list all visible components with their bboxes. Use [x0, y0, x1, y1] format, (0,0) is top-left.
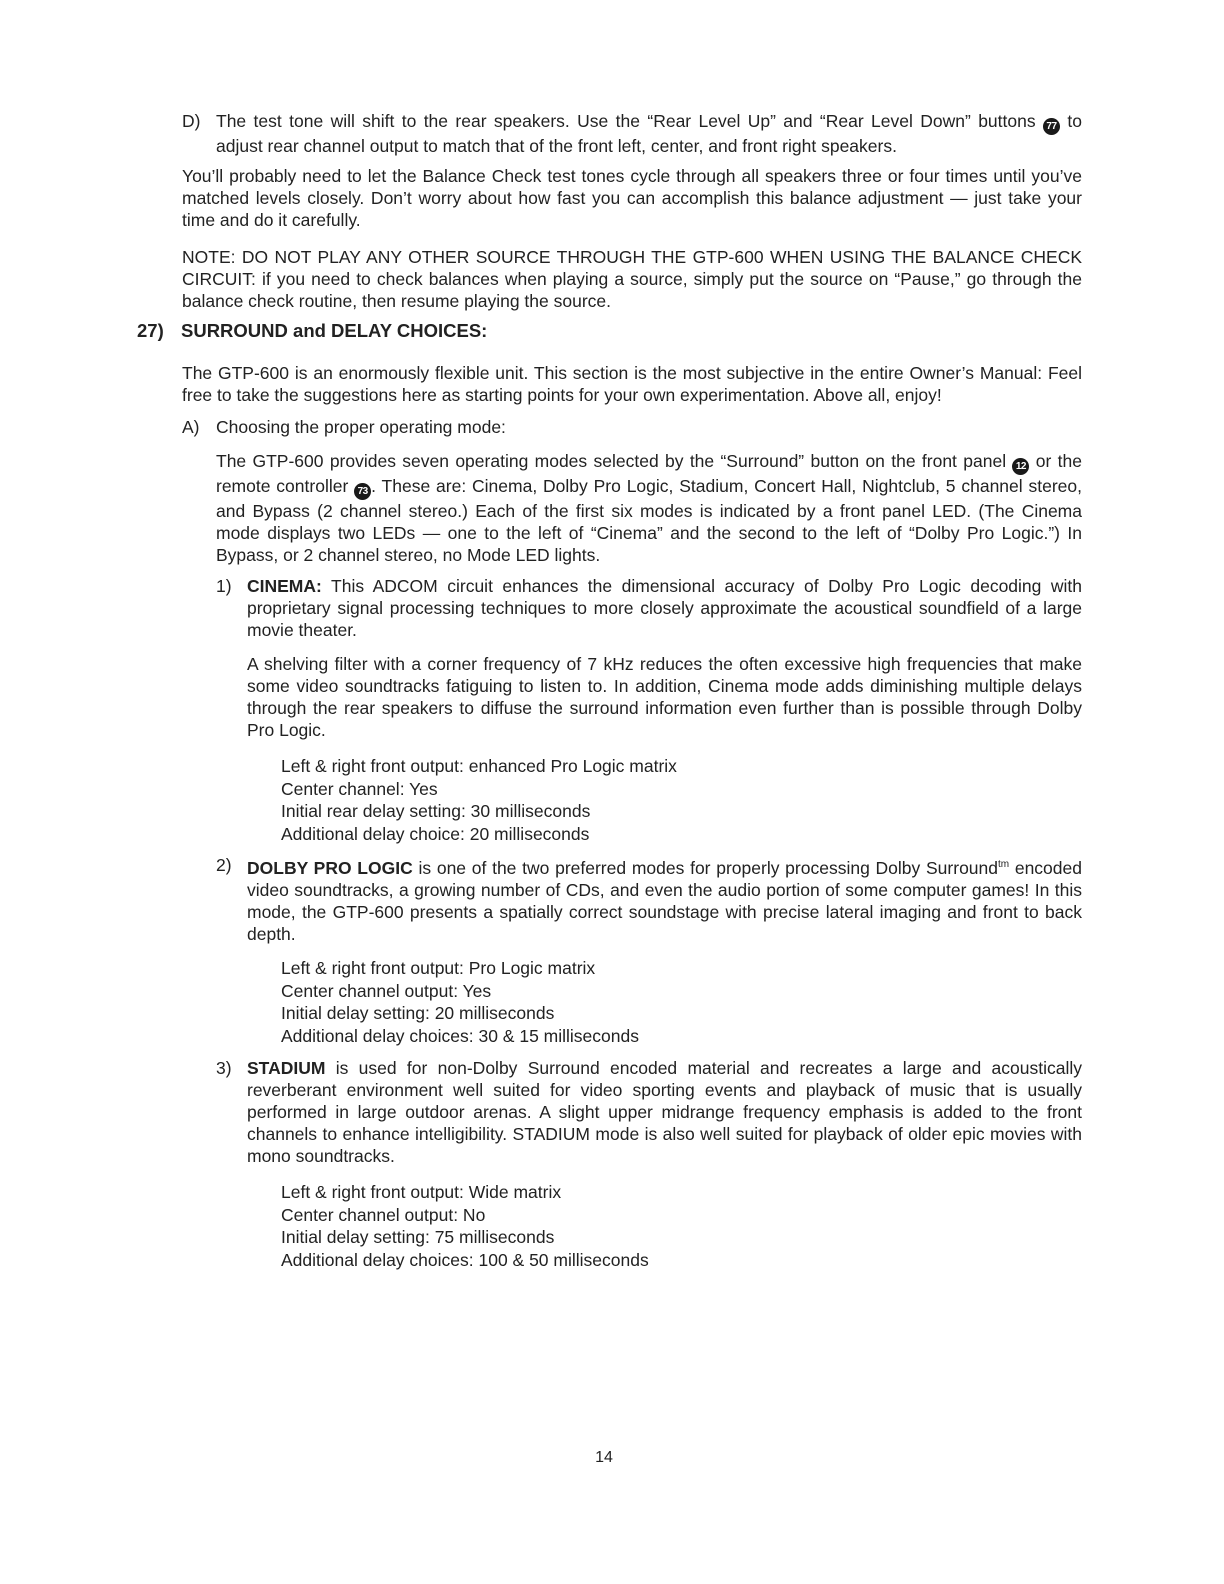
spec-line: Initial delay setting: 75 milliseconds	[281, 1227, 555, 1247]
spec-line: Left & right front output: enhanced Pro Logic matrix	[281, 756, 677, 776]
spec-line: Initial rear delay setting: 30 milliseconds	[281, 801, 591, 821]
step-a-text: Choosing the proper operating mode:	[216, 417, 506, 437]
balance-paragraph: You’ll probably need to let the Balance Check test tones cycle through all speakers three or four times until you’ve matched levels closely. Don’t worry about how fast you can accomplish this balance adjustment — just take your time and do it carefully.	[182, 166, 1082, 230]
spec-line: Left & right front output: Pro Logic matrix	[281, 958, 596, 978]
stadium-label: 3)	[216, 1058, 232, 1078]
prologic-specs	[281, 957, 639, 1047]
trademark-mark: tm	[998, 859, 1010, 870]
section-number: 27)	[137, 320, 164, 341]
stadium-name: STADIUM	[247, 1058, 326, 1078]
spec-line: Initial delay setting: 20 milliseconds	[281, 1003, 555, 1023]
spec-line: Center channel output: No	[281, 1204, 486, 1225]
prologic-name: DOLBY PRO LOGIC	[247, 857, 413, 878]
spec-line: Center channel output: Yes	[281, 980, 492, 1001]
reference-number-icon: 77	[1043, 118, 1060, 135]
step-d-label: D)	[182, 111, 201, 131]
page-number: 14	[595, 1449, 613, 1466]
spec-line: Additional delay choices: 100 & 50 milliseconds	[281, 1249, 649, 1270]
stadium-text: STADIUM is used for non-Dolby Surround encoded material and recreates a large and acoustically reverberant environment well suited for video sporting events and playback of music that is usually performed in large outdoor arenas. A slight upper midrange frequency emphasis is added to the front channels to enhance intelligibility. STADIUM mode is also well suited for playback of older epic movies with mono soundtracks.	[247, 1058, 1082, 1166]
step-a	[182, 416, 1082, 438]
stadium-item	[216, 1057, 1082, 1167]
step-d-text: The test tone will shift to the rear speakers. Use the “Rear Level Up” and “Rear Level Down” buttons 77 to adjust rear channel output to match that of the front left, center, and front right speakers.	[216, 111, 1082, 156]
spec-line: Additional delay choice: 20 milliseconds	[281, 823, 590, 844]
cinema-label: 1)	[216, 576, 232, 596]
spec-line: Left & right front output: Wide matrix	[281, 1182, 562, 1202]
prologic-label: 2)	[216, 855, 232, 875]
step-d	[182, 110, 1082, 157]
cinema-paragraph-2: A shelving filter with a corner frequency of 7 kHz reduces the often excessive high frequencies that make some video soundtracks fatiguing to listen to. In addition, Cinema mode adds diminishing multiple delays through the rear speakers to diffuse the surround information even further than is possible through Dolby Pro Logic.	[247, 654, 1082, 740]
modes-paragraph: The GTP-600 provides seven operating modes selected by the “Surround” button on the front panel 12 or the remote controller 73 . These are: Cinema, Dolby Pro Logic, Stadium, Concert Hall, Nightclub, 5 channel stereo, and Bypass (2 channel stereo.) Each of the first six modes is indicated by a front panel LED. (The Cinema mode displays two LEDs — one to the left of “Cinema” and the second to the left of “Dolby Pro Logic.”) In Bypass, or 2 channel stereo, no Mode LED lights.	[216, 451, 1083, 565]
note-paragraph: NOTE: DO NOT PLAY ANY OTHER SOURCE THROUGH THE GTP-600 WHEN USING THE BALANCE CHECK CIRCUIT: if you need to check balances when playing a source, simply put the source on “Pause,” go through the balance check routine, then resume playing the source.	[182, 247, 1082, 311]
cinema-name: CINEMA:	[247, 576, 322, 596]
reference-number-icon: 12	[1012, 458, 1029, 475]
spec-line: Center channel: Yes	[281, 778, 438, 799]
prologic-item	[216, 854, 1082, 945]
spec-line: Additional delay choices: 30 & 15 milliseconds	[281, 1025, 639, 1046]
step-a-label: A)	[182, 417, 200, 437]
intro-paragraph: The GTP-600 is an enormously flexible unit. This section is the most subjective in the entire Owner’s Manual: Feel free to take the suggestions here as starting points for your own experimentation. Above all, enjoy!	[182, 363, 1082, 405]
cinema-specs	[281, 755, 677, 845]
section-heading	[137, 320, 487, 342]
prologic-text: DOLBY PRO LOGIC is one of the two preferred modes for properly processing Dolby Surround$^{tm}$ encoded video soundtracks, a growing number of CDs, and even the audio portion of some computer games! In this mode, the GTP-600 presents a spatially correct soundstage with precise lateral imaging and front to back depth.	[247, 857, 1082, 944]
cinema-item	[216, 575, 1082, 641]
section-title: SURROUND and DELAY CHOICES:	[181, 320, 488, 341]
stadium-specs	[281, 1181, 649, 1271]
reference-number-icon: 73	[354, 483, 371, 500]
cinema-text: CINEMA: This ADCOM circuit enhances the dimensional accuracy of Dolby Pro Logic decoding with proprietary signal processing techniques to more closely approximate the acoustical soundfield of a large movie theater.	[247, 576, 1082, 640]
